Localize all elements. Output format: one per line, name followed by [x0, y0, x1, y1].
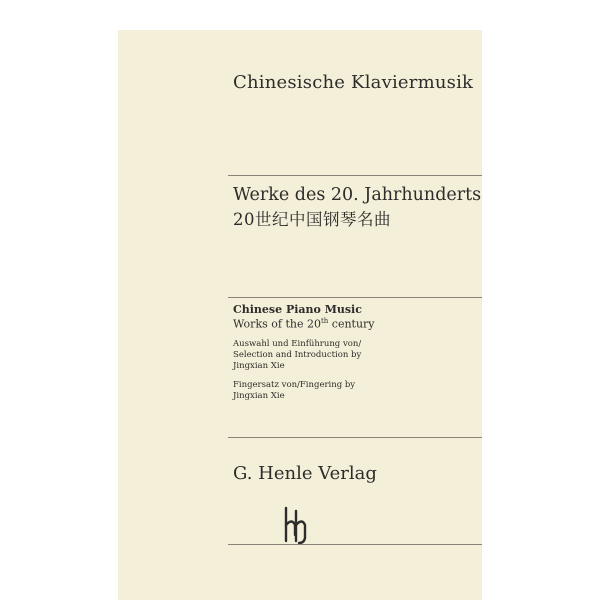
cover-title-de: Chinesische Klaviermusik: [233, 72, 474, 93]
hh-publisher-logo-icon: [276, 505, 310, 545]
selection-editor-name: Jingxian Xie: [233, 361, 285, 371]
cover-subtitle-en: Works of the 20th century: [233, 317, 375, 331]
selection-label-de: Auswahl und Einführung von/: [233, 339, 362, 349]
divider-rule: [228, 544, 482, 545]
divider-rule: [228, 297, 482, 298]
works-title-cn: 20世纪中国钢琴名曲: [233, 210, 391, 229]
selection-label-en: Selection and Introduction by: [233, 350, 362, 360]
works-title-de: Werke des 20. Jahrhunderts: [233, 185, 482, 205]
publisher-name: G. Henle Verlag: [233, 463, 377, 484]
cover-title-en: Chinese Piano Music: [233, 303, 362, 316]
fingering-label: Fingersatz von/Fingering by: [233, 380, 356, 390]
divider-rule: [228, 175, 482, 176]
divider-rule: [228, 437, 482, 438]
fingering-editor-name: Jingxian Xie: [233, 391, 285, 401]
